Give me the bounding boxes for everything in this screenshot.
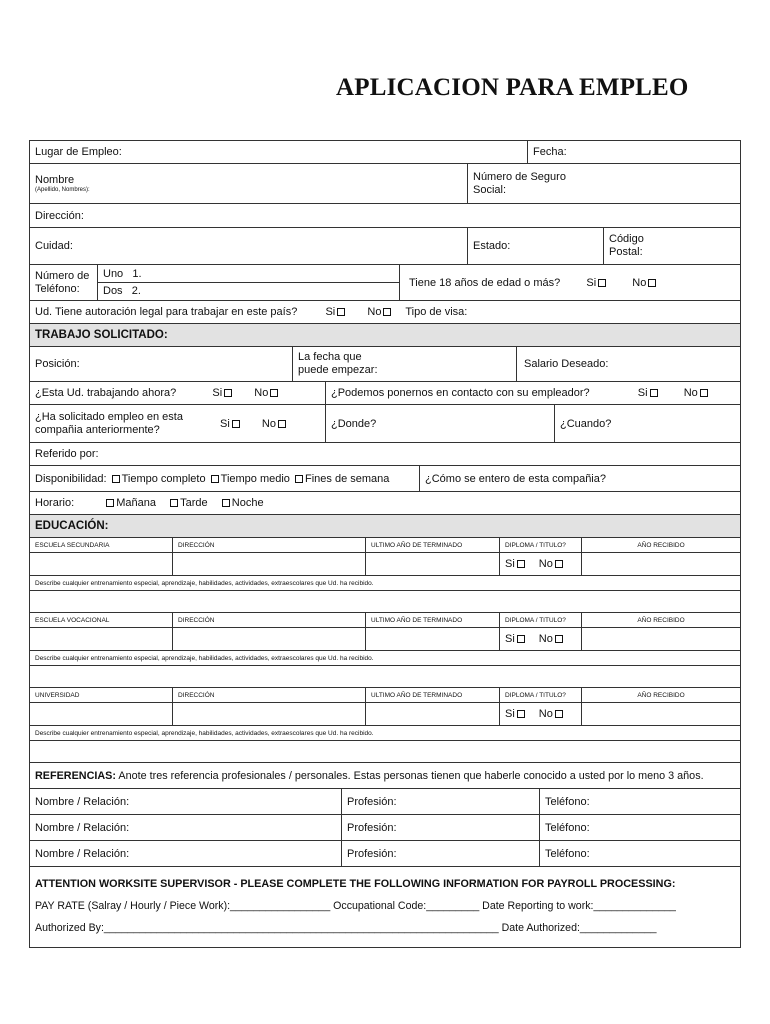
- school-2-ultimo-field[interactable]: [365, 628, 499, 650]
- school-1-direccion-field[interactable]: [172, 553, 365, 575]
- school-1-diploma-options: [499, 553, 581, 575]
- fecha-empezar-field[interactable]: [292, 347, 516, 381]
- telefono-dos-field[interactable]: [98, 283, 399, 300]
- reference-1-telefono-field[interactable]: [539, 789, 740, 814]
- row-legal: [30, 301, 740, 324]
- legal-question: [30, 301, 740, 323]
- row-direccion: [30, 204, 740, 228]
- estado-field[interactable]: [467, 228, 603, 264]
- manana-label: Mañana: [116, 497, 157, 509]
- school-3-ultimo-field[interactable]: [365, 703, 499, 725]
- legal-si-checkbox[interactable]: [337, 308, 345, 316]
- nombre-label: Nombre: [35, 173, 75, 186]
- reference-1-profesion-field[interactable]: [341, 789, 539, 814]
- school-2-no-checkbox[interactable]: [555, 635, 563, 643]
- telefono-lines: [97, 265, 399, 300]
- row-telefono: [30, 265, 740, 301]
- contacto-no-checkbox[interactable]: [700, 389, 708, 397]
- edad-question: [399, 265, 740, 300]
- legal-si-label: Si: [325, 306, 336, 318]
- row-horario: [30, 492, 740, 515]
- row-ciudad: [30, 228, 740, 265]
- edu-header-row: [30, 688, 740, 703]
- edad-no-checkbox[interactable]: [648, 279, 656, 287]
- school-1-describe: Describe cualquier entrenamiento especial, aprendizaje, habilidades, actividades, extraescolares que Ud. ha recibido.: [35, 579, 374, 587]
- solicitado-no-checkbox[interactable]: [278, 420, 286, 428]
- fecha-empezar-label: La fecha que: [298, 351, 362, 363]
- fecha-empezar-label-2: puede empezar:: [298, 364, 378, 376]
- educacion-heading: EDUCACIÓN:: [35, 520, 109, 532]
- reference-row: [30, 815, 740, 841]
- application-form: [29, 140, 741, 948]
- seguro-label-2: Social:: [473, 183, 507, 196]
- manana-checkbox[interactable]: [106, 499, 114, 507]
- reference-2-profesion-field[interactable]: [341, 815, 539, 840]
- school-2-direccion-field[interactable]: [172, 628, 365, 650]
- reference-3-telefono-field[interactable]: [539, 841, 740, 866]
- solicitado-no-label: No: [261, 417, 276, 430]
- school-3-describe: Describe cualquier entrenamiento especial, aprendizaje, habilidades, actividades, extraescolares que Ud. ha recibido.: [35, 729, 374, 737]
- numero-label: Número de: [35, 269, 90, 282]
- telefono-uno-field[interactable]: [98, 266, 399, 283]
- reference-nombre-label: Nombre / Relación:: [35, 821, 130, 834]
- solicitado-question: [30, 405, 215, 442]
- referencias-text: [30, 763, 740, 788]
- telefono-label-cell: [30, 265, 97, 300]
- visa-label: Tipo de visa:: [405, 306, 468, 318]
- school-3-ultimo-header: ULTIMO AÑO DE TERMINADO: [365, 688, 499, 702]
- solicitado-si-label: Si: [220, 417, 230, 430]
- nombre-field[interactable]: [30, 164, 467, 203]
- school-3-describe-field[interactable]: [30, 741, 740, 762]
- school-3-diploma-options: [499, 703, 581, 725]
- school-2-diploma-header: DIPLOMA / TITULO?: [499, 613, 581, 627]
- school-1-diploma-header: DIPLOMA / TITULO?: [499, 538, 581, 552]
- referido-label: Referido por:: [35, 448, 99, 460]
- codigo-label: Código: [609, 233, 644, 245]
- school-3-ano-header: AÑO RECIBIDO: [581, 688, 740, 702]
- edu-describe-field-row: [30, 591, 740, 613]
- trabajando-si-label: Si: [212, 387, 223, 399]
- ciudad-field[interactable]: [30, 228, 467, 264]
- reference-profesion-label: Profesión:: [347, 795, 397, 808]
- solicitado-label: ¿Ha solicitado empleo en esta: [35, 410, 183, 423]
- posicion-label: Posición:: [35, 358, 80, 370]
- school-2-no-label: No: [538, 633, 553, 645]
- row-nombre: [30, 164, 740, 204]
- school-3-direccion-header: DIRECCIÓN: [172, 688, 365, 702]
- school-3-diploma-header: DIPLOMA / TITULO?: [499, 688, 581, 702]
- contacto-si-label: Si: [637, 387, 648, 399]
- reference-3-nombre-field[interactable]: [30, 841, 341, 866]
- legal-label: Ud. Tiene autoración legal para trabajar en este país?: [35, 306, 298, 318]
- school-1-ultimo-field[interactable]: [365, 553, 499, 575]
- trabajando-si-checkbox[interactable]: [224, 389, 232, 397]
- trabajando-no-label: No: [254, 387, 269, 399]
- noche-label: Noche: [231, 497, 264, 509]
- reference-row: [30, 789, 740, 815]
- contacto-no-label: No: [683, 387, 698, 399]
- tiempo-medio-checkbox[interactable]: [211, 475, 219, 483]
- school-2-describe: Describe cualquier entrenamiento especial, aprendizaje, habilidades, actividades, extraescolares que Ud. ha recibido.: [35, 654, 374, 662]
- tarde-label: Tarde: [180, 497, 208, 509]
- dos-label: Dos: [103, 284, 123, 297]
- dos-number: 2.: [131, 284, 141, 297]
- row-referido: [30, 443, 740, 466]
- disponibilidad-options: [30, 466, 419, 491]
- cuando-field[interactable]: [554, 405, 740, 442]
- seguro-label: Número de Seguro: [473, 170, 566, 183]
- reference-profesion-label: Profesión:: [347, 821, 397, 834]
- edad-si-checkbox[interactable]: [598, 279, 606, 287]
- row-lugar: [30, 141, 740, 164]
- direccion-field[interactable]: [30, 204, 740, 227]
- trabajando-question: [30, 382, 325, 404]
- edu-describe-field-row: [30, 741, 740, 763]
- nombre-sub-label: (Apellido, Nombres):: [35, 186, 90, 193]
- reference-3-profesion-field[interactable]: [341, 841, 539, 866]
- posicion-field[interactable]: [30, 347, 292, 381]
- school-1-ultimo-header: ULTIMO AÑO DE TERMINADO: [365, 538, 499, 552]
- payroll-block: [30, 867, 740, 947]
- school-1-direccion-header: DIRECCIÓN: [172, 538, 365, 552]
- telefono-label: Teléfono:: [35, 282, 80, 295]
- trabajando-label: ¿Esta Ud. trabajando ahora?: [35, 387, 177, 399]
- row-posicion: [30, 347, 740, 382]
- school-3-direccion-field[interactable]: [172, 703, 365, 725]
- school-2-direccion-header: DIRECCIÓN: [172, 613, 365, 627]
- section-educacion: [30, 515, 740, 538]
- reference-1-nombre-field[interactable]: [30, 789, 341, 814]
- reference-nombre-label: Nombre / Relación:: [35, 847, 130, 860]
- school-1-si-checkbox[interactable]: [517, 560, 525, 568]
- reference-row: [30, 841, 740, 867]
- salario-label: Salario Deseado:: [524, 358, 609, 370]
- horario-options: [30, 492, 740, 514]
- school-3-si-label: Si: [505, 708, 515, 720]
- school-1-ano-header: AÑO RECIBIDO: [581, 538, 740, 552]
- uno-label: Uno: [103, 267, 124, 280]
- solicitado-options: [215, 405, 325, 442]
- seguro-social-field[interactable]: [467, 164, 740, 203]
- tarde-checkbox[interactable]: [170, 499, 178, 507]
- como-entero-label: ¿Cómo se entero de esta compañia?: [425, 472, 606, 485]
- reference-telefono-label: Teléfono:: [545, 795, 590, 808]
- school-2-ultimo-header: ULTIMO AÑO DE TERMINADO: [365, 613, 499, 627]
- edu-answer-row: [30, 553, 740, 576]
- row-solicitado: [30, 405, 740, 443]
- school-3-name: UNIVERSIDAD: [35, 691, 80, 699]
- school-2-name-field[interactable]: [30, 628, 172, 650]
- estado-label: Estado:: [473, 240, 511, 252]
- cuando-label: ¿Cuando?: [560, 417, 612, 430]
- uno-number: 1.: [132, 267, 142, 280]
- edad-label: Tiene 18 años de edad o más?: [409, 276, 561, 289]
- reference-nombre-label: Nombre / Relación:: [35, 795, 130, 808]
- school-3-no-label: No: [538, 708, 553, 720]
- donde-field[interactable]: [325, 405, 554, 442]
- noche-checkbox[interactable]: [222, 499, 230, 507]
- reference-telefono-label: Teléfono:: [545, 847, 590, 860]
- payroll-heading: ATTENTION WORKSITE SUPERVISOR - PLEASE COMPLETE THE FOLLOWING INFORMATION FOR PAYROLL PROCESSING:: [35, 878, 676, 890]
- edu-answer-row: [30, 628, 740, 651]
- page-title: APLICACION PARA EMPLEO: [336, 74, 689, 101]
- school-1-ano-field[interactable]: [581, 553, 740, 575]
- referencias-heading: REFERENCIAS:: [35, 769, 116, 782]
- edu-header-row: [30, 538, 740, 553]
- direccion-label: Dirección:: [35, 209, 84, 222]
- referido-field[interactable]: [30, 443, 740, 465]
- school-1-name-field[interactable]: [30, 553, 172, 575]
- contacto-si-checkbox[interactable]: [650, 389, 658, 397]
- edad-no-label: No: [632, 276, 647, 289]
- lugar-label: Lugar de Empleo:: [35, 146, 122, 158]
- trabajo-heading: TRABAJO SOLICITADO:: [35, 329, 168, 341]
- school-2-ano-header: AÑO RECIBIDO: [581, 613, 740, 627]
- disponibilidad-label: Disponibilidad:: [35, 472, 107, 485]
- edu-describe-field-row: [30, 666, 740, 688]
- tiempo-medio-label: Tiempo medio: [220, 472, 290, 485]
- contacto-question: [325, 382, 740, 404]
- school-2-ano-field[interactable]: [581, 628, 740, 650]
- codigo-label-2: Postal:: [609, 246, 643, 258]
- edu-describe-row: [30, 651, 740, 666]
- reference-telefono-label: Teléfono:: [545, 821, 590, 834]
- school-3-ano-field[interactable]: [581, 703, 740, 725]
- school-3-si-checkbox[interactable]: [517, 710, 525, 718]
- edu-answer-row: [30, 703, 740, 726]
- solicitado-label-2: compañia anteriormente?: [35, 423, 160, 436]
- edu-describe-row: [30, 576, 740, 591]
- ciudad-label: Cuidad:: [35, 240, 73, 252]
- school-2-name: ESCUELA VOCACIONAL: [35, 616, 110, 624]
- reference-2-nombre-field[interactable]: [30, 815, 341, 840]
- tiempo-completo-label: Tiempo completo: [121, 472, 206, 485]
- trabajando-no-checkbox[interactable]: [270, 389, 278, 397]
- school-1-no-label: No: [538, 558, 553, 570]
- legal-no-checkbox[interactable]: [383, 308, 391, 316]
- fecha-label: Fecha:: [533, 146, 567, 158]
- legal-no-label: No: [367, 306, 382, 318]
- tiempo-completo-checkbox[interactable]: [112, 475, 120, 483]
- donde-label: ¿Donde?: [331, 417, 377, 430]
- solicitado-si-checkbox[interactable]: [232, 420, 240, 428]
- edad-si-label: Si: [586, 276, 597, 289]
- horario-label: Horario:: [35, 497, 75, 509]
- edu-describe-row: [30, 726, 740, 741]
- reference-2-telefono-field[interactable]: [539, 815, 740, 840]
- school-3-no-checkbox[interactable]: [555, 710, 563, 718]
- edu-header-row: [30, 613, 740, 628]
- codigo-postal-field[interactable]: [603, 228, 740, 264]
- school-2-describe-field[interactable]: [30, 666, 740, 687]
- school-1-name: ESCUELA SECUNDARIA: [35, 541, 110, 549]
- row-trabajando: [30, 382, 740, 405]
- pay-rate-line[interactable]: PAY RATE (Salray / Hourly / Piece Work):_________________ Occupational Code:_________ Date Reporting to work:______________: [35, 900, 676, 912]
- lugar-field[interactable]: [30, 141, 527, 163]
- referencias-instructions: Anote tres referencia profesionales / personales. Estas personas tienen que haberle conocido a usted por lo meno 3 años.: [115, 769, 704, 782]
- reference-profesion-label: Profesión:: [347, 847, 397, 860]
- school-2-si-label: Si: [505, 633, 515, 645]
- school-2-si-checkbox[interactable]: [517, 635, 525, 643]
- school-1-si-label: Si: [505, 558, 515, 570]
- school-1-describe-field[interactable]: [30, 591, 740, 612]
- fines-semana-checkbox[interactable]: [295, 475, 303, 483]
- fines-semana-label: Fines de semana: [305, 472, 390, 485]
- school-3-name-field[interactable]: [30, 703, 172, 725]
- contacto-label: ¿Podemos ponernos en contacto con su empleador?: [331, 387, 590, 399]
- row-disponibilidad: [30, 466, 740, 492]
- school-1-no-checkbox[interactable]: [555, 560, 563, 568]
- como-entero-field[interactable]: [419, 466, 740, 491]
- school-2-diploma-options: [499, 628, 581, 650]
- section-trabajo: [30, 324, 740, 347]
- authorized-by-line[interactable]: Authorized By:___________________________________________________________________ Date Authorized:_____________: [35, 922, 657, 934]
- fecha-field[interactable]: [527, 141, 740, 163]
- salario-field[interactable]: [516, 347, 740, 381]
- row-referencias: [30, 763, 740, 789]
